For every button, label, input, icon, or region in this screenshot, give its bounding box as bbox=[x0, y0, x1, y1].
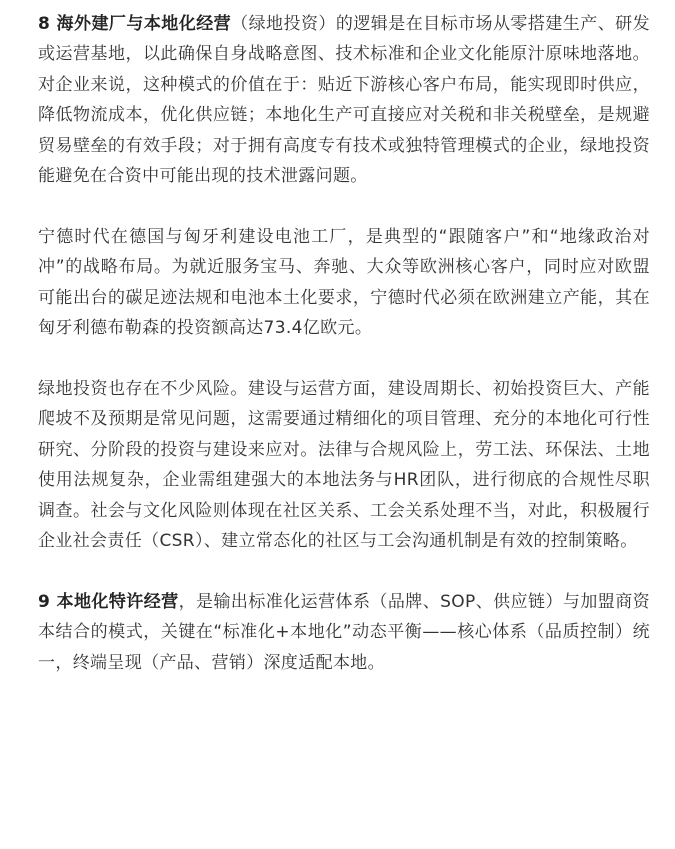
paragraph-text: （绿地投资）的逻辑是在目标市场从零搭建生产、研发或运营基地，以此确保自身战略意图、技术标准和企业文化能原汁原味地落地。对企业来说，这种模式的价值在于：贴近下游核心客户布局，能实现即时供应，降低物流成本，优化供应链；本地化生产可直接应对关税和非关税壁垒，是规避贸易壁垒的有效手段；对于拥有高度专有技术或独特管理模式的企业，绿地投资能避免在合资中可能出现的技术泄露问题。 bbox=[38, 14, 650, 187]
section-heading-9: 9 本地化特许经营 bbox=[38, 592, 179, 612]
paragraph-catl-example bbox=[38, 222, 650, 344]
paragraph-section-8 bbox=[38, 9, 650, 191]
paragraph-text: 绿地投资也存在不少风险。建设与运营方面，建设周期长、初始投资巨大、产能爬坡不及预期是常见问题，这需要通过精细化的项目管理、充分的本地化可行性研究、分阶段的投资与建设来应对。法律与合规风险上，劳工法、环保法、土地使用法规复杂，企业需组建强大的本地法务与HR团队，进行彻底的合规性尽职调查。社会与文化风险则体现在社区关系、工会关系处理不当，对此，积极履行企业社会责任（CSR）、建立常态化的社区与工会沟通机制是有效的控制策略。 bbox=[38, 379, 650, 552]
paragraph-section-9 bbox=[38, 587, 650, 678]
section-heading-8: 8 海外建厂与本地化经营 bbox=[38, 14, 232, 34]
article-body bbox=[38, 9, 650, 678]
paragraph-greenfield-risks bbox=[38, 374, 650, 556]
paragraph-text: ，是输出标准化运营体系（品牌、SOP、供应链）与加盟商资本结合的模式，关键在“标准化+本地化”动态平衡——核心体系（品质控制）统一，终端呈现（产品、营销）深度适配本地。 bbox=[38, 592, 650, 673]
paragraph-text: 宁德时代在德国与匈牙利建设电池工厂，是典型的“跟随客户”和“地缘政治对冲”的战略布局。为就近服务宝马、奔驰、大众等欧洲核心客户，同时应对欧盟可能出台的碳足迹法规和电池本土化要求，宁德时代必须在欧洲建立产能，其在匈牙利德布勒森的投资额高达73.4亿欧元。 bbox=[38, 226, 650, 339]
